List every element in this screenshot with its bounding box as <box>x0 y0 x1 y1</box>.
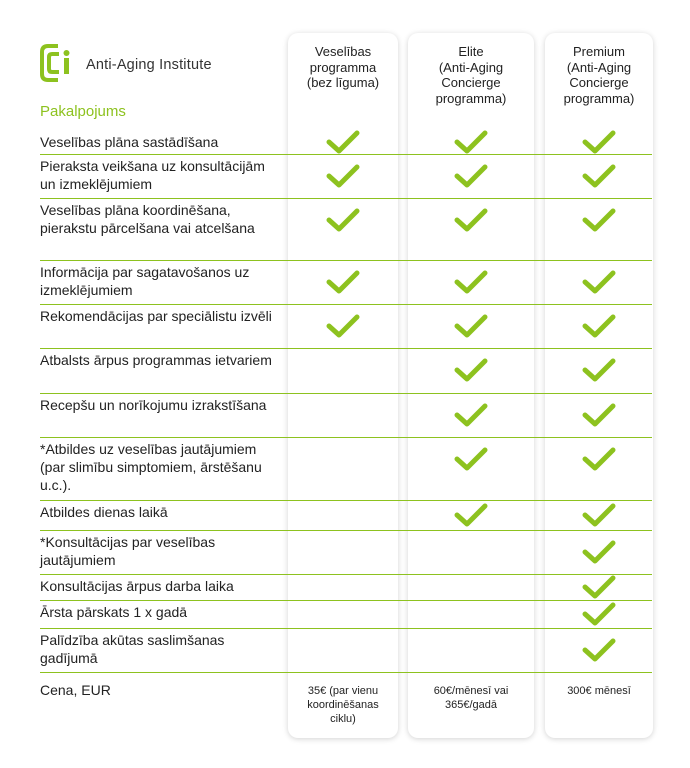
row-divider <box>40 154 652 155</box>
checkmark-icon <box>582 575 616 599</box>
feature-label: *Atbildes uz veselības jautājumiem (par slimību simptomiem, ārstēšanu u.c.). <box>40 441 262 493</box>
checkmark-icon <box>454 130 488 154</box>
checkmark-icon <box>582 403 616 427</box>
checkmark-icon <box>582 503 616 527</box>
checkmark-icon <box>582 270 616 294</box>
price-premium: 300€ mēnesī <box>567 685 631 697</box>
row-divider <box>40 600 652 601</box>
feature-label: Pieraksta veikšana uz konsultācijām un izmeklējumiem <box>40 158 265 192</box>
feature-label: Informācija par sagatavošanos uz izmeklējumiem <box>40 264 250 298</box>
feature-label: Veselības plāna sastādīšana <box>40 134 219 150</box>
price-elite: 60€/mēnesī vai 365€/gadā <box>433 685 509 711</box>
checkmark-icon <box>326 270 360 294</box>
checkmark-icon <box>582 164 616 188</box>
checkmark-icon <box>326 208 360 232</box>
row-divider <box>40 437 652 438</box>
checkmark-icon <box>326 164 360 188</box>
checkmark-icon <box>454 403 488 427</box>
feature-label: Veselības plāna koordinēšana, pierakstu pārcelšana vai atcelšana <box>40 202 255 236</box>
checkmark-icon <box>582 208 616 232</box>
row-divider <box>40 574 652 575</box>
price-label: Cena, EUR <box>40 682 111 698</box>
feature-label: Palīdzība akūtas saslimšanas gadījumā <box>40 632 225 666</box>
cai-logo-icon <box>40 44 76 82</box>
checkmark-icon <box>454 208 488 232</box>
checkmark-icon <box>582 638 616 662</box>
row-divider <box>40 304 652 305</box>
checkmark-icon <box>582 447 616 471</box>
checkmark-icon <box>582 130 616 154</box>
section-label: Pakalpojums <box>40 103 126 120</box>
plan-header-health: Veselības programma (bez līguma) <box>306 44 380 90</box>
checkmark-icon <box>454 164 488 188</box>
feature-label: Atbalsts ārpus programmas ietvariem <box>40 352 272 368</box>
feature-label: Konsultācijas ārpus darba laika <box>40 578 234 594</box>
row-divider <box>40 348 652 349</box>
checkmark-icon <box>454 503 488 527</box>
checkmark-icon <box>582 540 616 564</box>
row-divider <box>40 530 652 531</box>
row-divider <box>40 198 652 199</box>
plan-header-elite: Elite (Anti-Aging Concierge programma) <box>435 44 507 106</box>
feature-label: *Konsultācijas par veselības jautājumiem <box>40 534 216 568</box>
feature-label: Rekomendācijas par speciālistu izvēli <box>40 308 272 324</box>
row-divider <box>40 628 652 629</box>
row-divider <box>40 260 652 261</box>
checkmark-icon <box>326 130 360 154</box>
feature-label: Ārsta pārskats 1 x gadā <box>40 604 188 620</box>
row-divider <box>40 500 652 501</box>
feature-label: Recepšu un norīkojumu izrakstīšana <box>40 397 267 413</box>
checkmark-icon <box>454 358 488 382</box>
price-health: 35€ (par vienu koordinēšanas ciklu) <box>307 685 379 725</box>
feature-label: Atbildes dienas laikā <box>40 504 168 520</box>
checkmark-icon <box>582 358 616 382</box>
checkmark-icon <box>582 602 616 626</box>
checkmark-icon <box>454 314 488 338</box>
brand-name: Anti-Aging Institute <box>86 57 212 73</box>
checkmark-icon <box>582 314 616 338</box>
row-divider <box>40 672 652 673</box>
plan-header-premium: Premium (Anti-Aging Concierge programma) <box>563 44 635 106</box>
checkmark-icon <box>454 447 488 471</box>
checkmark-icon <box>326 314 360 338</box>
checkmark-icon <box>454 270 488 294</box>
row-divider <box>40 393 652 394</box>
